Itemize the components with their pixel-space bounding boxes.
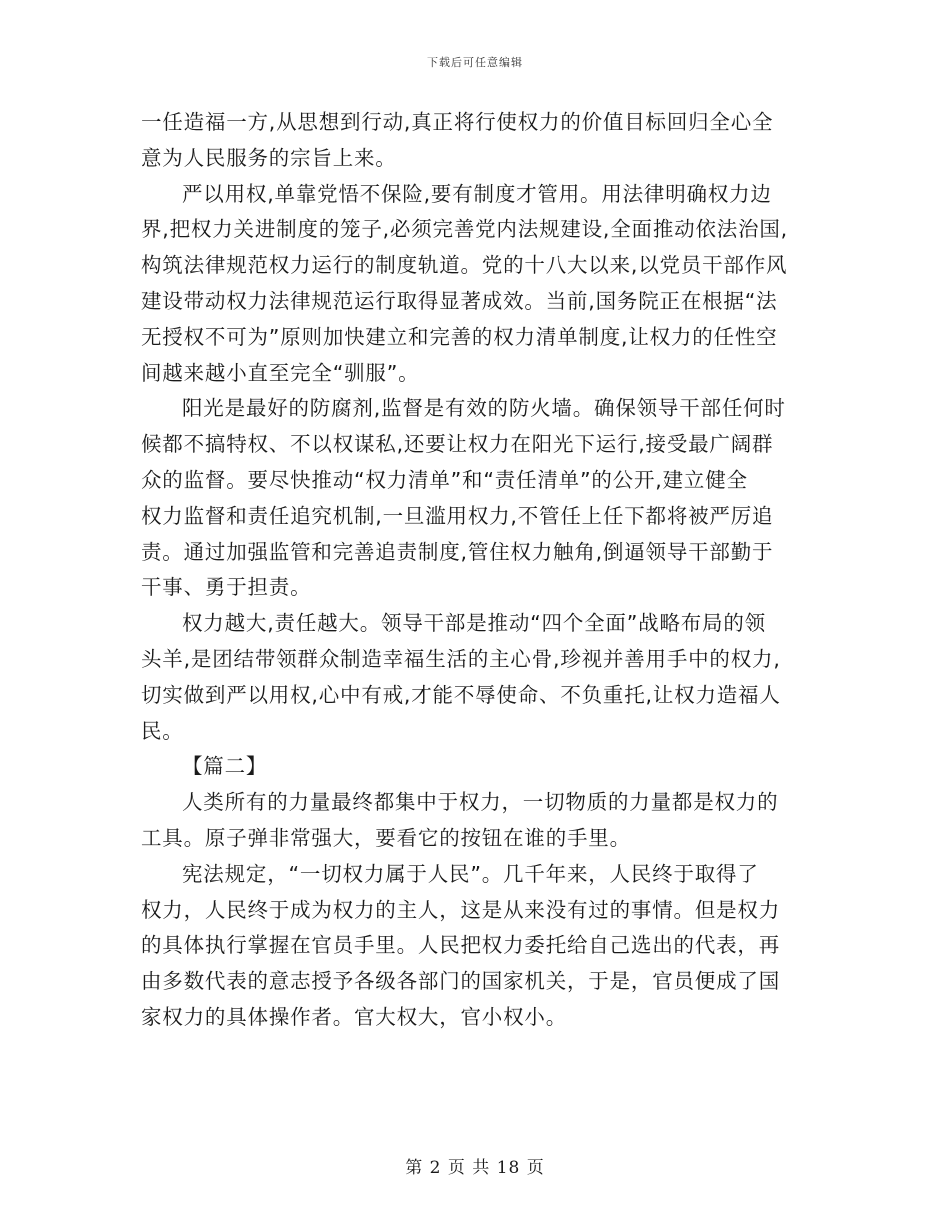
text-line: 构筑法律规范权力运行的制度轨道。党的十八大以来,以党员干部作风: [141, 253, 788, 278]
text-line: 一任造福一方,从思想到行动,真正将行使权力的价值目标回归全心全: [141, 110, 774, 134]
text-line: 权力监督和责任追究机制,一旦滥用权力,不管任上任下都将被严厉追: [141, 503, 774, 528]
page-number-footer: 第 2 页 共 18 页: [405, 1158, 545, 1178]
page-header: 下载后可任意编辑: [427, 56, 523, 69]
text-line: 责。通过加强监管和完善追责制度,管住权力触角,倒逼领导干部勤于: [141, 539, 774, 564]
document-body: [141, 105, 813, 1036]
text-line: 无授权不可为”原则加快建立和完善的权力清单制度,让权力的任性空: [141, 324, 778, 349]
text-line: 建设带动权力法律规范运行取得显著成效。当前,国务院正在根据“法: [141, 288, 778, 313]
text-line: 的具体执行掌握在官员手里。人民把权力委托给自己选出的代表，再: [141, 933, 780, 958]
text-line: 权力，人民终于成为权力的主人，这是从来没有过的事情。但是权力: [141, 897, 780, 922]
text-line: 界,把权力关进制度的笼子,必须完善党内法规建设,全面推动依法治国,: [141, 217, 788, 242]
text-line: 候都不搞特权、不以权谋私,还要让权力在阳光下运行,接受最广阔群: [141, 432, 774, 457]
paragraph-start-line: 宪法规定，“一切权力属于人民”。几千年来，人民终于取得了: [182, 861, 759, 886]
paragraph-start-line: 阳光是最好的防腐剂,监督是有效的防火墙。确保领导干部任何时: [182, 396, 786, 421]
paragraph-start-line: 严以用权,单靠党悟不保险,要有制度才管用。用法律明确权力边: [182, 181, 772, 206]
text-line: 民。: [141, 718, 184, 743]
paragraph-start-line: 权力越大,责任越大。领导干部是推动“四个全面”战略布局的领: [182, 611, 766, 636]
text-line: 工具。原子弹非常强大，要看它的按钮在谁的手里。: [141, 825, 631, 850]
text-line: 家权力的具体操作者。官大权大，官小权小。: [141, 1004, 567, 1029]
text-line: 干事、勇于担责。: [141, 575, 312, 600]
text-line: 切实做到严以用权,心中有戒,才能不辱使命、不负重托,让权力造福人: [141, 682, 781, 707]
text-line: 间越来越小直至完全“驯服”。: [141, 360, 420, 385]
text-line: 众的监督。要尽快推动“权力清单”和“责任清单”的公开,建立健全: [141, 467, 748, 492]
text-line: 头羊,是团结带领群众制造幸福生活的主心骨,珍视并善用手中的权力,: [141, 646, 781, 671]
text-line: 由多数代表的意志授予各级各部门的国家机关，于是，官员便成了国: [141, 969, 780, 994]
section-heading: 【篇二】: [182, 754, 268, 779]
text-line: 意为人民服务的宗旨上来。: [141, 145, 397, 170]
paragraph-start-line: 人类所有的力量最终都集中于权力，一切物质的力量都是权力的: [182, 790, 779, 815]
